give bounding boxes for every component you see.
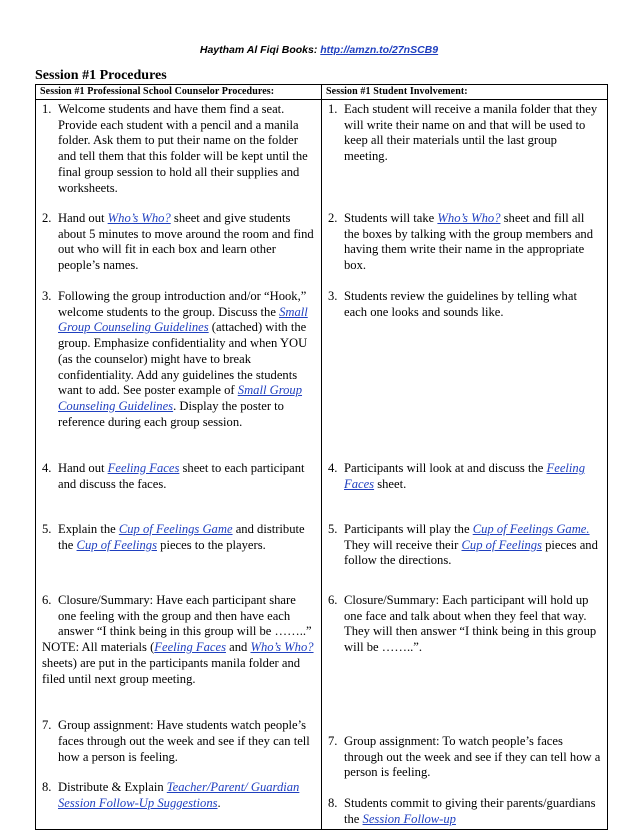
note-text: and xyxy=(225,640,251,655)
item-number: 2. xyxy=(42,211,52,225)
column-header-right: Session #1 Student Involvement: xyxy=(322,85,608,100)
item-number: 5. xyxy=(42,522,52,536)
item-text: Closure/Summary: Have each participant share one feeling with the group and then have each answer “I think being in this group will be ……..” xyxy=(58,593,312,639)
item-text: sheet and fill all the boxes by talking with the group members and having them write their name in the appropriate box. xyxy=(344,211,594,273)
feeling-faces-link[interactable]: Feeling Faces xyxy=(107,461,180,475)
page-header xyxy=(0,44,638,56)
item-number: 7. xyxy=(328,734,338,748)
note-text: sheets) are put in the participants manila folder and filed until next group meeting. xyxy=(42,655,301,686)
item-text: Participants will look at and discuss the xyxy=(344,461,547,475)
whos-who-link[interactable]: Who’s Who? xyxy=(107,211,171,225)
involvement-item-6 xyxy=(328,593,601,719)
column-header-left: Session #1 Professional School Counselor Procedures: xyxy=(36,85,322,100)
item-number: 5. xyxy=(328,522,338,536)
item-text: Each student will receive a manila folder that they will write their name on and that will be used to keep all their materials until the last group meeting. xyxy=(344,102,598,164)
item-number: 1. xyxy=(328,102,338,116)
item-text: Students review the guidelines by telling what each one looks and sounds like. xyxy=(344,289,577,319)
item-text: sheet and give students about 5 minutes to move around the room and find out who will fit in each box and learn other people’s names. xyxy=(58,211,314,273)
session-follow-up-link[interactable]: Session Follow-up xyxy=(362,811,456,826)
procedure-item-7 xyxy=(42,718,315,765)
item-number: 3. xyxy=(42,289,52,303)
item-text: pieces to the players. xyxy=(157,537,266,552)
item-text: pieces and follow the directions. xyxy=(344,537,598,568)
involvement-item-1 xyxy=(328,102,601,196)
feeling-faces-link[interactable]: Feeling Faces xyxy=(154,640,226,655)
item-number: 1. xyxy=(42,102,52,116)
involvement-item-2 xyxy=(328,211,601,274)
follow-up-suggestions-link[interactable]: Teacher/Parent/ Guardian Session Follow-Up Suggestions xyxy=(58,780,300,810)
item-text: . xyxy=(217,795,221,810)
procedure-item-5 xyxy=(42,522,315,569)
item-number: 6. xyxy=(42,593,52,607)
header-link[interactable]: http://amzn.to/27nSCB9 xyxy=(320,44,439,56)
item-text: Students commit to giving their parents/guardians the xyxy=(344,796,596,826)
item-text: Explain the xyxy=(58,522,119,536)
item-number: 8. xyxy=(42,780,52,795)
cup-of-feelings-game-link[interactable]: Cup of Feelings Game. xyxy=(472,522,590,536)
involvement-item-3 xyxy=(328,289,601,446)
item-text: They will receive their xyxy=(344,537,462,552)
item-text: Closure/Summary: Each participant will hold up one face and talk about when they feel that way. They will then answer “I think being in this group will be ……..”. xyxy=(344,593,597,655)
item-text: Group assignment: To watch people’s faces through out the week and see if they can tell how a person is feeling. xyxy=(344,734,601,780)
item-text: Following the group introduction and/or “Hook,” welcome students to the group. Discuss the xyxy=(58,289,307,319)
item-text: Hand out xyxy=(58,461,108,475)
procedure-item-3 xyxy=(42,289,315,446)
item-text: (attached) with the group. Emphasize confidentiality and when YOU (as the counselor) might have to break confidentiality. Add any guidelines the students want to add. See poster example of xyxy=(58,320,308,398)
involvement-item-4 xyxy=(328,461,601,492)
item-number: 4. xyxy=(328,461,338,475)
procedure-item-2 xyxy=(42,211,315,274)
procedure-note xyxy=(42,640,315,703)
item-number: 7. xyxy=(42,718,52,733)
item-number: 3. xyxy=(328,289,338,303)
involvement-item-7 xyxy=(328,734,601,781)
procedure-item-8 xyxy=(42,780,315,813)
involvement-item-8 xyxy=(328,796,601,829)
feeling-faces-link[interactable]: Feeling Faces xyxy=(344,461,585,491)
item-text: Participants will play the xyxy=(344,522,473,536)
header-text: Haytham Al Fiqi Books: xyxy=(199,44,321,56)
item-text: sheet. xyxy=(374,476,407,491)
counselor-procedures-cell xyxy=(36,100,322,830)
item-text: Distribute & Explain xyxy=(58,780,167,795)
item-text: Students will take xyxy=(344,211,438,225)
item-number: 6. xyxy=(328,593,338,607)
table-header-row xyxy=(36,85,608,100)
involvement-item-5 xyxy=(328,522,601,569)
whos-who-link[interactable]: Who’s Who? xyxy=(437,211,501,225)
item-number: 4. xyxy=(42,461,52,475)
item-text: Welcome students and have them find a seat. Provide each student with a pencil and a manila folder. Ask them to put their name on the folder and tell them that this folder will be kept until the final group session to hold all their supplies and worksheets. xyxy=(58,102,308,195)
page-title: Session #1 Procedures xyxy=(35,68,167,83)
procedure-item-1 xyxy=(42,102,315,196)
cup-of-feelings-link[interactable]: Cup of Feelings xyxy=(461,537,542,552)
whos-who-link[interactable]: Who’s Who? xyxy=(250,640,314,655)
procedure-item-6 xyxy=(42,593,315,640)
item-text: and distribute the xyxy=(58,522,305,552)
item-number: 8. xyxy=(328,796,338,810)
item-number: 2. xyxy=(328,211,338,225)
cup-of-feelings-game-link[interactable]: Cup of Feelings Game xyxy=(118,522,233,536)
student-involvement-cell xyxy=(322,100,608,830)
cup-of-feelings-link[interactable]: Cup of Feelings xyxy=(76,537,157,552)
procedures-table xyxy=(35,84,608,830)
item-text: Hand out xyxy=(58,211,108,225)
note-text: NOTE: All materials ( xyxy=(42,640,155,655)
table-body-row xyxy=(36,100,608,830)
item-text: Group assignment: Have students watch people’s faces through out the week and see if they can tell how a person is feeling. xyxy=(58,718,310,764)
guidelines-poster-link[interactable]: Small Group Counseling Guidelines xyxy=(58,383,303,413)
item-text: sheet to each participant and discuss the faces. xyxy=(58,461,305,491)
procedure-item-4 xyxy=(42,461,315,492)
item-text: . Display the poster to reference during each group session. xyxy=(58,398,284,429)
guidelines-link[interactable]: Small Group Counseling Guidelines xyxy=(58,304,308,335)
